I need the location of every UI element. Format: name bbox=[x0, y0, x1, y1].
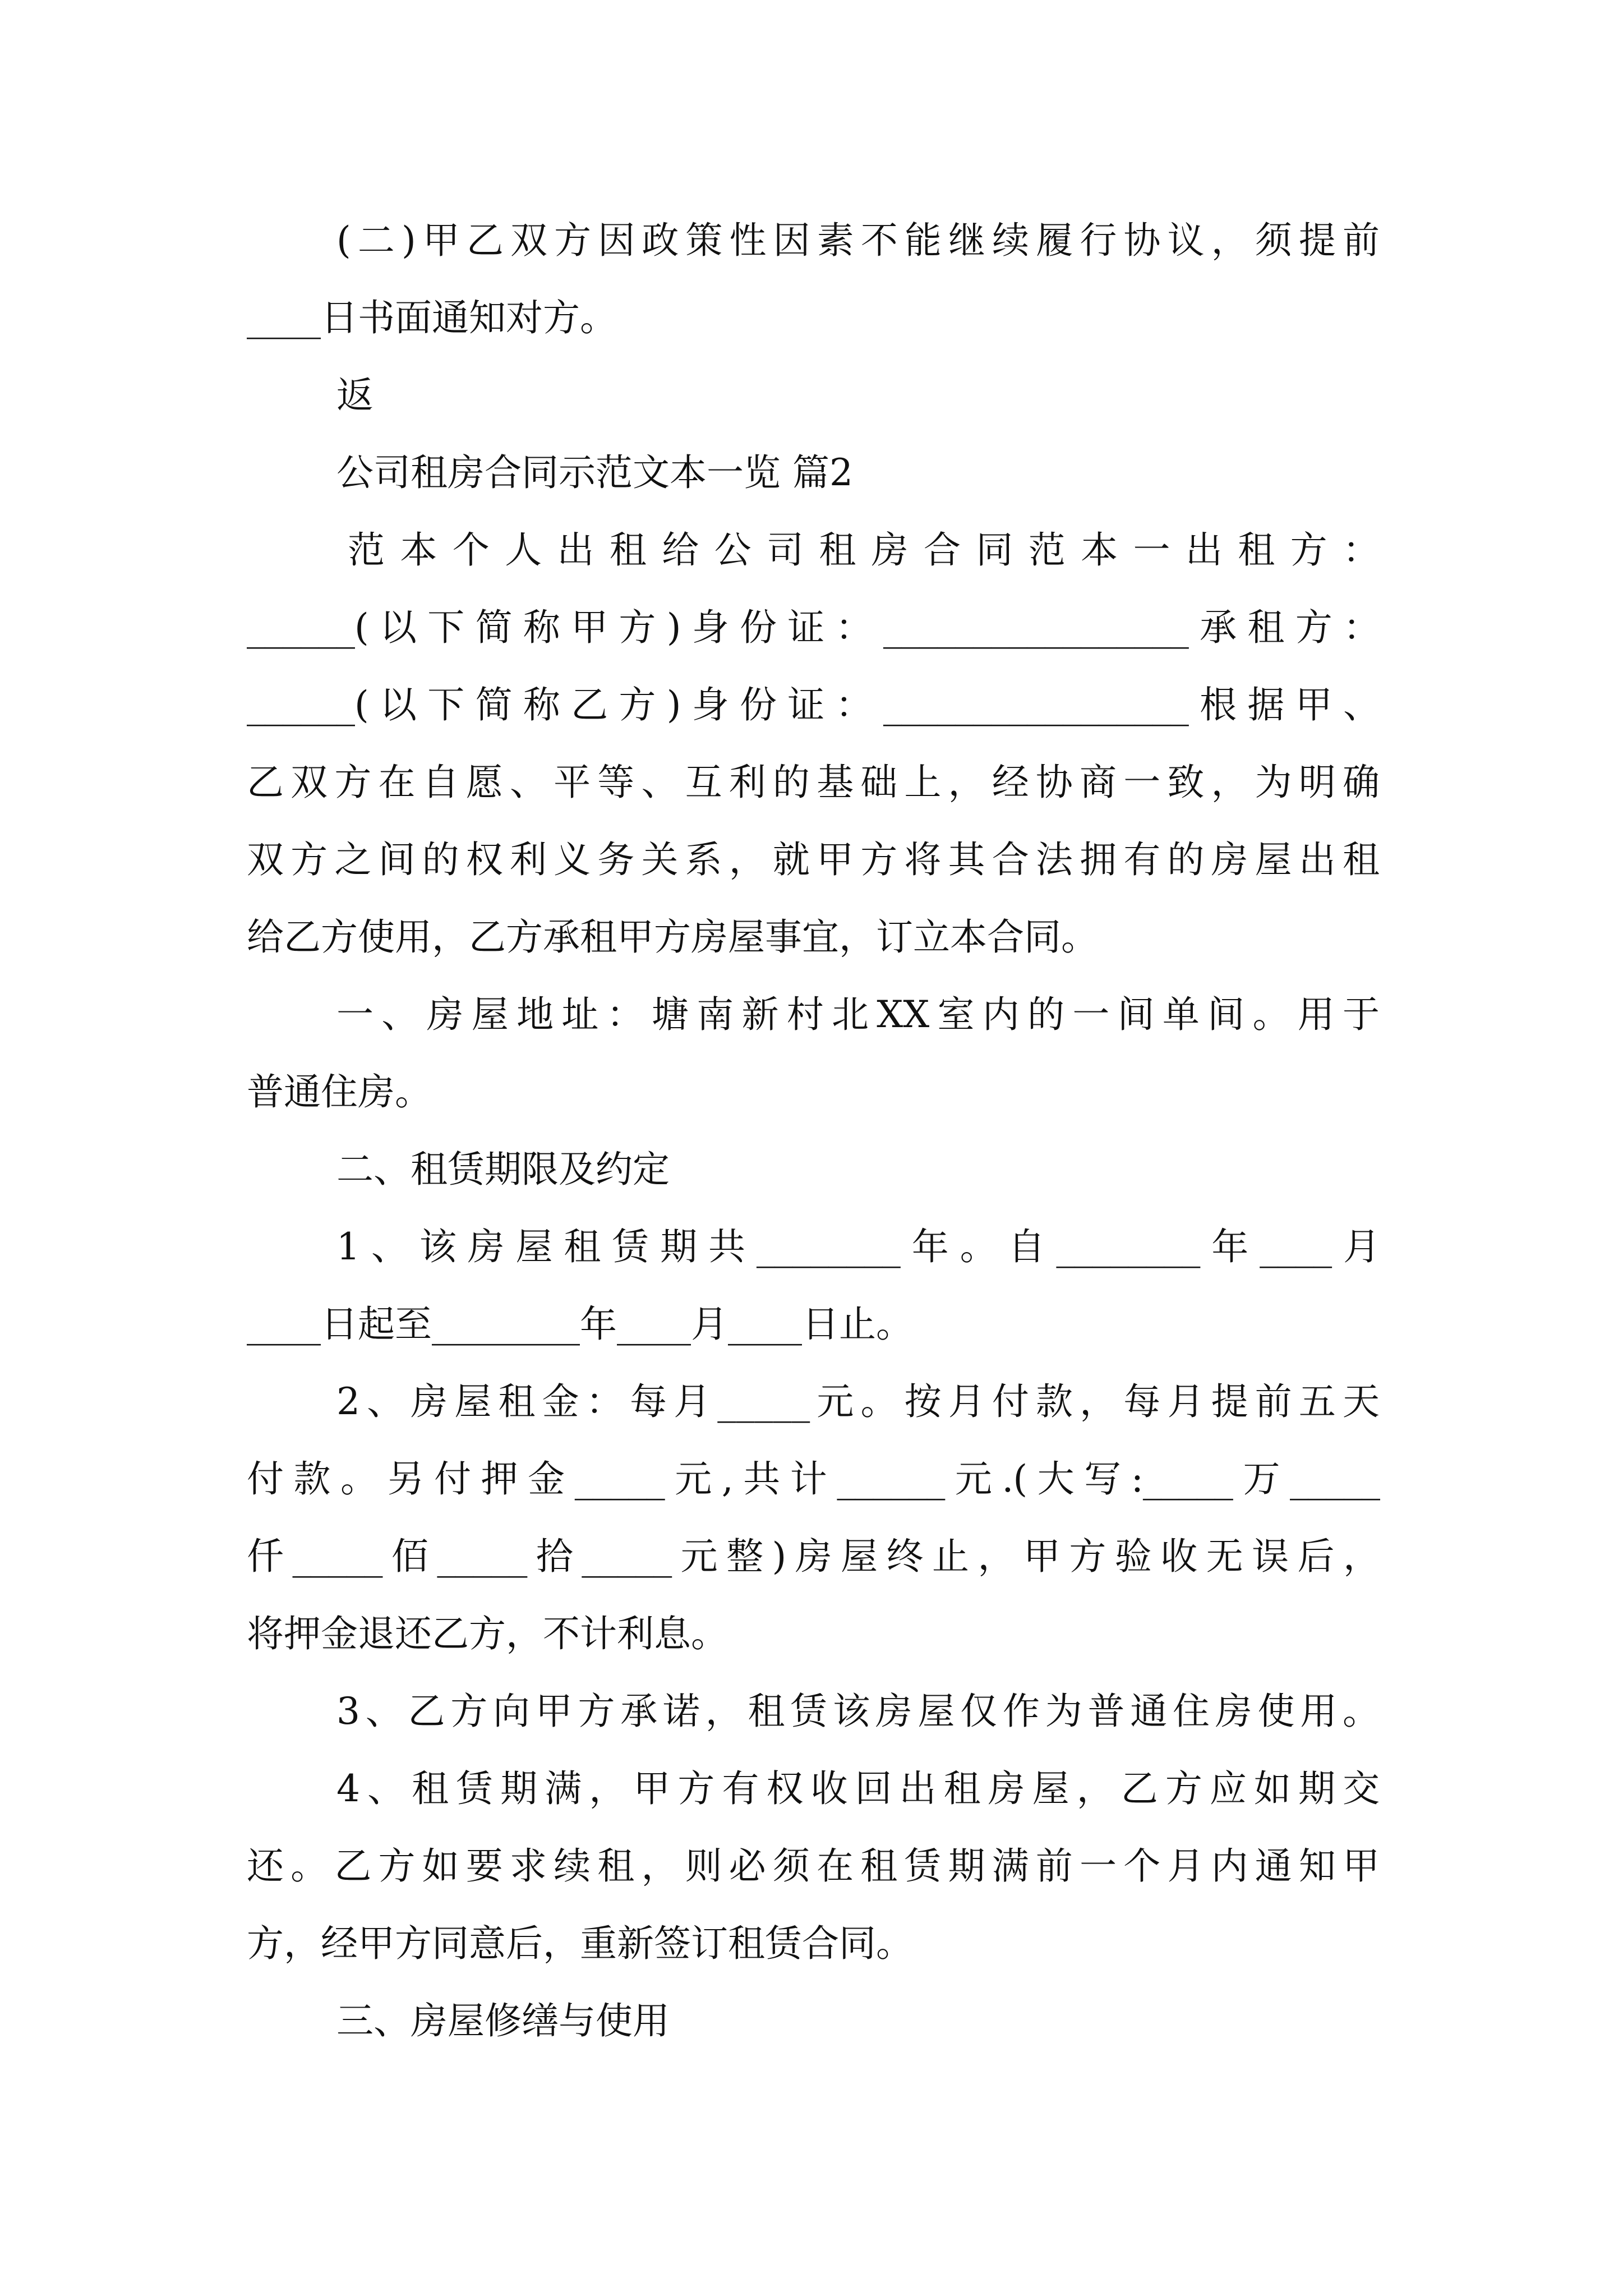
text-line: 三、房屋修缮与使用 bbox=[336, 1999, 670, 2042]
text-line: 2、房屋租金：每月_____元。按月付款，每月提前五天 bbox=[336, 1380, 1380, 1423]
text-line: 给乙方使用，乙方承租甲方房屋事宜，订立本合同。 bbox=[247, 915, 1098, 959]
text-line: 仟_____佰_____拾_____元整)房屋终止，甲方验收无误后， bbox=[247, 1535, 1380, 1578]
text-line: 双方之间的权利义务关系，就甲方将其合法拥有的房屋出租 bbox=[247, 838, 1380, 881]
text-line: 乙双方在自愿、平等、互利的基础上，经协商一致，为明确 bbox=[247, 761, 1380, 804]
section-heading: 公司租房合同示范文本一览 篇2 bbox=[336, 451, 853, 494]
text-line: 1、该房屋租赁期共________年。自________年____月 bbox=[336, 1225, 1380, 1268]
text-line: 一、房屋地址：塘南新村北XX室内的一间单间。用于 bbox=[336, 993, 1380, 1036]
text-line: 4、租赁期满，甲方有权收回出租房屋，乙方应如期交 bbox=[336, 1767, 1380, 1810]
text-line: 返 bbox=[336, 374, 374, 417]
text-line: 方，经甲方同意后，重新签订租赁合同。 bbox=[247, 1922, 913, 1965]
text-line: 将押金退还乙方，不计利息。 bbox=[247, 1612, 728, 1655]
text-line: ____日书面通知对方。 bbox=[247, 296, 617, 339]
text-line: 3、乙方向甲方承诺，租赁该房屋仅作为普通住房使用。 bbox=[336, 1690, 1380, 1733]
text-line: 二、租赁期限及约定 bbox=[336, 1148, 670, 1191]
text-line: ____日起至________年____月____日止。 bbox=[247, 1303, 913, 1346]
text-line: 还。乙方如要求续租，则必须在租赁期满前一个月内通知甲 bbox=[247, 1844, 1380, 1888]
text-line: ______(以下简称乙方)身份证：_________________根据甲、 bbox=[247, 683, 1380, 726]
text-line: 付款。另付押金_____元,共计______元.(大写:_____万_____ bbox=[247, 1457, 1380, 1501]
text-line: ______(以下简称甲方)身份证：_________________承租方： bbox=[247, 606, 1380, 649]
text-line: 普通住房。 bbox=[247, 1070, 432, 1114]
text-line: 范本个人出租给公司租房合同范本一出租方： bbox=[348, 528, 1380, 572]
document-page bbox=[247, 202, 1380, 2060]
text-line: (二)甲乙双方因政策性因素不能继续履行协议，须提前 bbox=[336, 219, 1380, 262]
